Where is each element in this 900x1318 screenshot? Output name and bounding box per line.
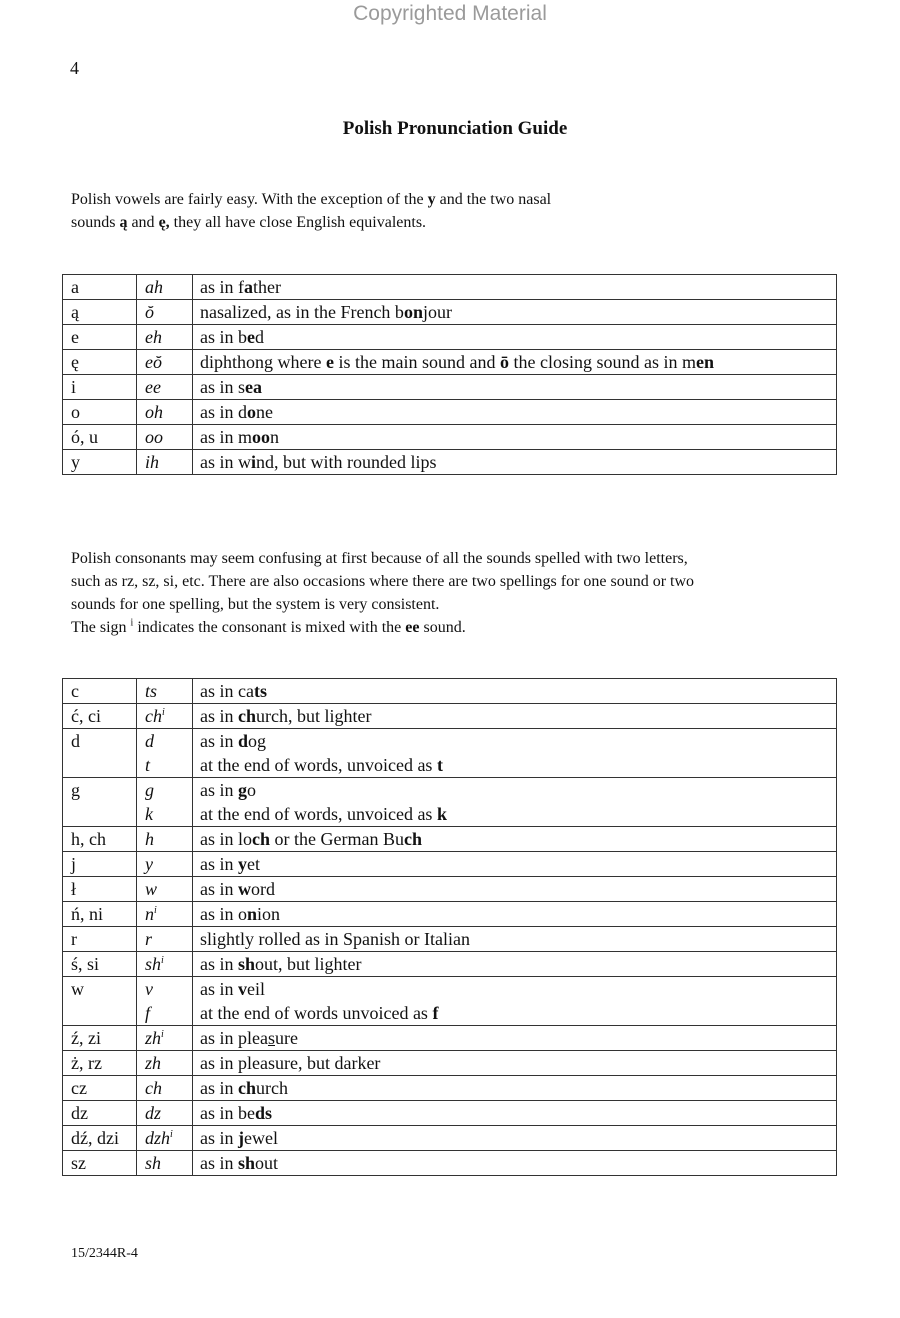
phonetic-text: sh [145,1153,162,1173]
description-line [200,1051,836,1075]
description-cell [193,1151,837,1176]
desc-text: as in [200,706,238,726]
phonetic-text: d [145,731,154,751]
desc-text: nasalized, as in the French b [200,302,404,322]
phonetic-line [145,325,192,349]
description-line [200,952,836,976]
emphasis-text: g [238,780,247,800]
desc-text: as in pleasure, but darker [200,1053,381,1073]
desc-text: ne [256,402,273,422]
consonant-row [63,1026,837,1051]
desc-text: out, but lighter [255,954,362,974]
description-line [200,704,836,728]
phonetic-text: r [145,929,153,949]
letter-cell: ł [63,877,137,902]
description-cell [193,1076,837,1101]
intro-line: such as rz, sz, si, etc. There are also occasions where there are two spellings for one sound or two [71,573,695,590]
vowel-row [63,450,837,475]
desc-text: as in [200,1078,238,1098]
phonetic-cell [137,300,193,325]
letter-cell: ś, si [63,952,137,977]
letter-cell: cz [63,1076,137,1101]
description-line [200,927,836,951]
phonetic-line [145,300,192,324]
consonant-row [63,1051,837,1076]
emphasis-text: e [325,352,334,372]
description-line [200,729,836,753]
letter-cell: ż, rz [63,1051,137,1076]
intro-text: sound. [419,619,466,636]
description-cell [193,1051,837,1076]
desc-text: out [255,1153,279,1173]
consonants-intro [71,547,851,639]
phonetic-line [145,729,192,753]
phonetic-cell [137,977,193,1026]
emphasis-text: ch [403,829,422,849]
phonetic-cell [137,1026,193,1051]
intro-text: sounds [71,214,120,231]
emphasis-text: w [238,879,251,899]
phonetic-superscript: i [170,1129,173,1140]
emphasis-text: d [238,731,249,751]
phonetic-cell [137,1076,193,1101]
phonetic-line [145,1051,192,1075]
consonant-row [63,927,837,952]
page-title: Polish Pronunciation Guide [342,118,568,139]
desc-text: as in plea [200,1028,268,1048]
desc-text: at the end of words, unvoiced as [200,755,437,775]
letter-cell: ń, ni [63,902,137,927]
desc-text: ord [251,879,275,899]
phonetic-cell [137,325,193,350]
phonetic-line [145,778,192,802]
desc-text: as in w [200,452,251,472]
letter-cell: w [63,977,137,1026]
consonant-row [63,704,837,729]
phonetic-text: oo [145,427,163,447]
phonetic-line [145,1026,192,1050]
consonant-row [63,902,837,927]
description-cell [193,1026,837,1051]
description-line [200,902,836,926]
phonetic-text: zh [145,1053,162,1073]
desc-text: as in s [200,377,245,397]
consonant-row [63,1126,837,1151]
description-cell [193,275,837,300]
description-cell [193,704,837,729]
description-line [200,852,836,876]
desc-text: d [255,327,264,347]
letter-cell: ą [63,300,137,325]
intro-bold: ą [119,214,128,231]
intro-text: The sign [71,619,131,636]
emphasis-text: sh [238,954,256,974]
phonetic-text: ŏ [145,302,154,322]
vowel-row [63,425,837,450]
intro-bold: ee [405,619,420,636]
phonetic-text: eŏ [145,352,162,372]
phonetic-text: ch [145,706,162,726]
description-cell [193,679,837,704]
desc-text: as in [200,1128,238,1148]
phonetic-cell [137,927,193,952]
phonetic-line [145,1001,192,1025]
letter-cell: dź, dzi [63,1126,137,1151]
emphasis-text: ch [252,829,270,849]
phonetic-line [145,425,192,449]
emphasis-text: k [436,804,447,824]
phonetic-line [145,1126,192,1150]
description-cell [193,325,837,350]
consonant-row [63,1101,837,1126]
description-cell [193,827,837,852]
emphasis-text: t [436,755,443,775]
desc-text: as in be [200,1103,255,1123]
phonetic-line [145,952,192,976]
consonant-row [63,852,837,877]
phonetic-line [145,927,192,951]
phonetic-cell [137,852,193,877]
consonant-row [63,952,837,977]
phonetic-superscript: i [161,955,164,966]
description-cell [193,375,837,400]
letter-cell: ź, zi [63,1026,137,1051]
consonant-table [62,678,837,1176]
desc-text: as in b [200,327,247,347]
desc-text: as in o [200,904,247,924]
letter-cell: c [63,679,137,704]
phonetic-superscript: i [161,1029,164,1040]
consonant-row [63,778,837,827]
description-cell [193,852,837,877]
description-cell [193,1126,837,1151]
phonetic-text: ee [145,377,161,397]
superscript-i: i [130,617,134,629]
description-line [200,1001,836,1025]
emphasis-text: sh [238,1153,256,1173]
description-cell [193,952,837,977]
phonetic-cell [137,704,193,729]
emphasis-text: on [403,302,423,322]
description-line [200,877,836,901]
letter-cell: o [63,400,137,425]
desc-text: og [248,731,267,751]
consonant-row [63,679,837,704]
emphasis-text: ts [253,681,267,701]
description-cell [193,778,837,827]
vowel-row [63,275,837,300]
vowel-row [63,400,837,425]
letter-cell: ę [63,350,137,375]
vowel-row [63,300,837,325]
phonetic-text: t [145,755,151,775]
emphasis-text: v [238,979,247,999]
emphasis-text: en [695,352,714,372]
desc-text: as in [200,731,238,751]
letter-cell: e [63,325,137,350]
letter-cell: i [63,375,137,400]
phonetic-line [145,400,192,424]
phonetic-text: ts [145,681,158,701]
description-cell [193,902,837,927]
consonant-row [63,827,837,852]
description-cell [193,450,837,475]
desc-text: s [267,1028,275,1048]
phonetic-line [145,704,192,728]
consonant-row [63,877,837,902]
phonetic-line [145,902,192,926]
emphasis-text: i [251,452,257,472]
emphasis-text: e [247,327,255,347]
phonetic-text: ih [145,452,160,472]
desc-text: as in [200,879,238,899]
vowel-row [63,375,837,400]
description-cell [193,425,837,450]
description-cell [193,877,837,902]
phonetic-text: n [145,904,154,924]
description-line [200,802,836,826]
emphasis-text: ea [245,377,262,397]
watermark: Copyrighted Material [353,2,547,25]
phonetic-cell [137,952,193,977]
description-line [200,1026,836,1050]
emphasis-text: ch [238,1078,256,1098]
letter-cell: a [63,275,137,300]
desc-text: as in m [200,427,252,447]
intro-bold: y [427,191,436,208]
desc-text: as in [200,780,238,800]
desc-text: slightly rolled as in Spanish or Italian [200,929,470,949]
phonetic-cell [137,1101,193,1126]
phonetic-line [145,977,192,1001]
phonetic-cell [137,877,193,902]
desc-text: as in ca [200,681,254,701]
phonetic-line [145,877,192,901]
emphasis-text: ds [254,1103,272,1123]
phonetic-line [145,1101,192,1125]
phonetic-cell [137,400,193,425]
desc-text: as in [200,854,238,874]
phonetic-text: f [145,1003,151,1023]
vowel-row [63,350,837,375]
desc-text: as in lo [200,829,252,849]
phonetic-line [145,275,192,299]
phonetic-cell [137,778,193,827]
phonetic-line [145,450,192,474]
description-line [200,1151,836,1175]
phonetic-text: zh [145,1028,162,1048]
consonant-row [63,977,837,1026]
description-line [200,753,836,777]
phonetic-cell [137,350,193,375]
phonetic-text: eh [145,327,162,347]
consonant-row [63,1076,837,1101]
phonetic-text: w [145,879,158,899]
description-line [200,977,836,1001]
intro-text: indicates the consonant is mixed with the [133,619,406,636]
description-cell [193,729,837,778]
desc-text: as in [200,979,238,999]
desc-text: n [270,427,279,447]
letter-cell: j [63,852,137,877]
phonetic-line [145,827,192,851]
desc-text: at the end of words unvoiced as [200,1003,433,1023]
phonetic-cell [137,275,193,300]
intro-text: and [127,214,159,231]
intro-bold: ę, [158,214,170,231]
phonetic-line [145,350,192,374]
phonetic-line [145,802,192,826]
emphasis-text: ō [499,352,509,372]
desc-text: o [247,780,256,800]
description-line [200,778,836,802]
desc-text: ewel [244,1128,278,1148]
phonetic-superscript: i [162,707,165,718]
description-line [200,1126,836,1150]
description-cell [193,350,837,375]
phonetic-text: oh [145,402,163,422]
consonant-row [63,729,837,778]
intro-line: Polish consonants may seem confusing at first because of all the sounds spelled with two letters, [71,550,688,567]
letter-cell: r [63,927,137,952]
phonetic-cell [137,679,193,704]
phonetic-cell [137,450,193,475]
letter-cell: g [63,778,137,827]
phonetic-cell [137,375,193,400]
phonetic-text: y [145,854,153,874]
phonetic-line [145,1151,192,1175]
desc-text: is the main sound and [333,352,500,372]
phonetic-cell [137,827,193,852]
phonetic-cell [137,1151,193,1176]
intro-line: sounds for one spelling, but the system is very consistent. [71,596,440,613]
desc-text: nd, but with rounded lips [256,452,437,472]
emphasis-text: ch [238,706,256,726]
description-cell [193,977,837,1026]
letter-cell: d [63,729,137,778]
description-cell [193,1101,837,1126]
phonetic-text: h [145,829,154,849]
phonetic-line [145,375,192,399]
phonetic-text: dzh [145,1128,171,1148]
footer-code: 15/2344R-4 [71,1246,138,1261]
phonetic-cell [137,729,193,778]
letter-cell: sz [63,1151,137,1176]
description-line [200,679,836,703]
intro-text: they all have close English equivalents. [169,214,427,231]
phonetic-text: sh [145,954,162,974]
phonetic-text: ch [145,1078,162,1098]
phonetic-superscript: i [154,905,157,916]
desc-text: the closing sound as in m [508,352,696,372]
vowel-table [62,274,837,475]
phonetic-text: ah [145,277,163,297]
phonetic-cell [137,1126,193,1151]
desc-text: ion [257,904,281,924]
phonetic-text: dz [145,1103,162,1123]
desc-text: at the end of words, unvoiced as [200,804,437,824]
letter-cell: dz [63,1101,137,1126]
phonetic-cell [137,902,193,927]
intro-text: Polish vowels are fairly easy. With the exception of the [71,191,428,208]
description-cell [193,400,837,425]
page-number: 4 [70,58,79,78]
phonetic-text: v [145,979,153,999]
phonetic-text: g [145,780,154,800]
phonetic-line [145,679,192,703]
desc-text: or the German Bu [270,829,404,849]
desc-text: eil [247,979,265,999]
vowels-intro [71,188,691,234]
desc-text: ure [275,1028,298,1048]
emphasis-text: a [244,277,253,297]
phonetic-cell [137,425,193,450]
emphasis-text: y [238,854,247,874]
phonetic-line [145,753,192,777]
desc-text: et [247,854,260,874]
description-line [200,827,836,851]
letter-cell: y [63,450,137,475]
desc-text: as in d [200,402,247,422]
vowel-row [63,325,837,350]
desc-text: urch [256,1078,288,1098]
letter-cell: h, ch [63,827,137,852]
emphasis-text: n [247,904,258,924]
emphasis-text: f [432,1003,439,1023]
description-cell [193,300,837,325]
phonetic-line [145,1076,192,1100]
desc-text: urch, but lighter [256,706,372,726]
description-line [200,1076,836,1100]
desc-text: as in f [200,277,244,297]
consonant-row [63,1151,837,1176]
desc-text: as in [200,954,238,974]
desc-text: jour [422,302,452,322]
phonetic-text: k [145,804,153,824]
description-line [200,1101,836,1125]
letter-cell: ć, ci [63,704,137,729]
description-cell [193,927,837,952]
letter-cell: ó, u [63,425,137,450]
phonetic-line [145,852,192,876]
desc-text: ther [253,277,281,297]
emphasis-text: o [247,402,256,422]
intro-text: and the two nasal [435,191,552,208]
emphasis-text: oo [252,427,270,447]
emphasis-text: j [238,1128,244,1148]
desc-text: as in [200,1153,238,1173]
phonetic-cell [137,1051,193,1076]
desc-text: diphthong where [200,352,326,372]
